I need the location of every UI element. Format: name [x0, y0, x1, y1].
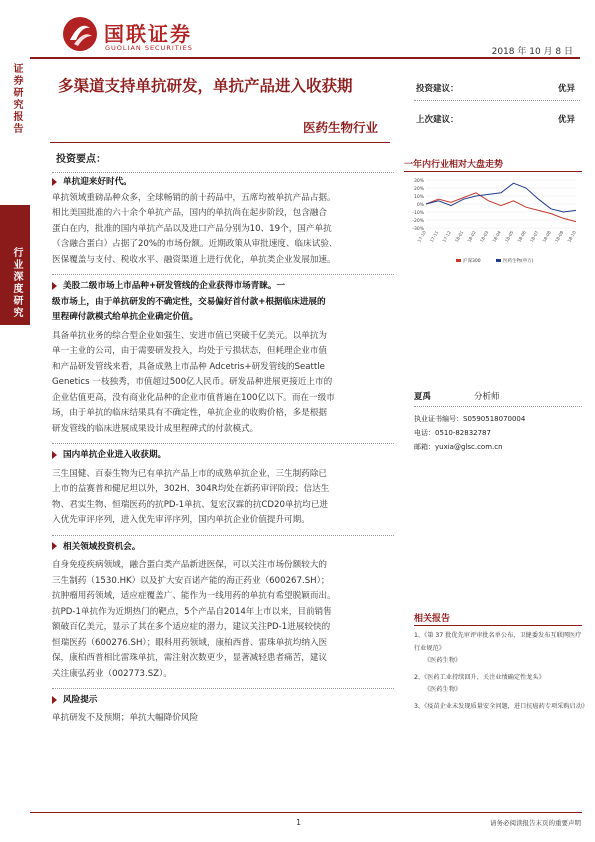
chart-title: 一年内行业相对大盘走势 — [404, 160, 504, 170]
y-tick-label: 0% — [416, 203, 424, 208]
x-tick-label: 18-03 — [478, 230, 490, 244]
analyst-rule — [414, 406, 582, 407]
key-points-heading: 投资要点： — [56, 154, 106, 165]
section-body: 三生国健、百泰生物为已有单抗产品上市的成熟单抗企业，三生制药除已 上市的益赛普和健尼坦以外，302H、304R均处在新药审评阶段；信达生 物、君实生物、恒瑞医药的抗PD-1单抗、复宏汉霖的抗CD20单抗均已进 入优先审评序列，进入优先审评序列，国内单抗企业价值提升可期。 — [52, 468, 330, 525]
side-band-top-text: 证券研究报告 — [11, 63, 22, 135]
section-heading: 相关领域投资机会。 — [52, 540, 394, 556]
y-tick-label: 30% — [413, 179, 424, 184]
header-rule — [30, 57, 580, 59]
rating-divider — [414, 100, 580, 101]
x-tick-label: 18-04 — [491, 230, 502, 244]
legend-swatch — [496, 259, 501, 262]
section-body: 单抗研发不及预期；单抗大幅降价风险 — [52, 712, 199, 723]
chart-title-rule — [404, 171, 582, 172]
phone-label: 电话： — [414, 429, 435, 437]
report-date: 2018 年 10 月 8 日 — [491, 47, 573, 57]
cert-label: 执业证书编号： — [414, 415, 463, 423]
prev-value: 优异 — [558, 115, 576, 125]
x-tick-label: 18-02 — [466, 230, 477, 244]
y-tick-label: -20% — [412, 219, 424, 224]
legend-label: 沪深300 — [463, 259, 481, 264]
bullet-arrow-icon — [52, 451, 57, 459]
related-item[interactable]: 1、《第 37 批优先审评审批名单公布，卫健委发布互联网医疗行业规范》 — [414, 632, 582, 652]
y-tick-label: 10% — [413, 195, 424, 200]
logo-cn: 国联证券 — [104, 22, 192, 46]
bullet-arrow-icon — [52, 542, 57, 550]
side-band-top — [0, 55, 30, 205]
x-tick-label: 17-11 — [428, 230, 440, 244]
logo-mark-icon — [60, 14, 100, 54]
main-content — [52, 150, 394, 726]
legend-label: 医药生物(申万) — [503, 259, 534, 264]
x-tick-label: 17-12 — [441, 230, 452, 244]
section-body: 具备单抗业务的综合型企业如强生、安进市值已突破千亿美元。以单抗为 单一主业的公司，由于需要研发投入，均处于亏损状态，但耗理企业市值 和产品研发管线来看，具备成熟上市品种 Adcetris+研发管线的Seattle Genetics 一枝独秀，市值超过500亿人民币。研发品种进展更接近上市的 企业估值更高，没有商业化品种的企业市值普遍在100亿以下。而在一级市 场，由于单抗的临床结果具有不确定性，单抗企业的收购价格，多是根据 研发管线的临床进展成果设计成里程碑式的付款模式。 — [52, 330, 335, 434]
x-tick-label: 17-10 — [416, 230, 427, 244]
phone-value: 0510-82832787 — [435, 429, 491, 437]
x-tick-label: 18-06 — [516, 230, 527, 244]
section-heading: 美股二级市场上市品种+研发管线的企业获得市场青睐。一 级市场上，由于单抗研发的不确定性，交易偏好首付款+根据临床进展的 里程碑付款模式给单抗企业确定价值。 — [52, 281, 326, 322]
analyst-name: 夏禹 — [414, 392, 432, 402]
x-tick-label: 18-09 — [553, 230, 565, 244]
bullet-arrow-icon — [52, 178, 57, 186]
email-value[interactable]: yuxia@glsc.com.cn — [435, 443, 503, 451]
analyst-block — [414, 390, 584, 454]
bullet-arrow-icon — [52, 282, 57, 290]
related-heading: 相关报告 — [414, 614, 451, 624]
y-tick-label: 20% — [413, 187, 424, 192]
section-heading: 风险提示 — [52, 693, 394, 709]
logo-en: GUOLIAN SECURITIES — [105, 44, 193, 52]
x-tick-label: 18-08 — [541, 230, 552, 244]
email-label: 邮箱： — [414, 443, 435, 451]
related-item: 《医药生物》 — [424, 686, 462, 693]
logo — [60, 14, 220, 56]
page-title: 多渠道支持单抗研发，单抗产品进入收获期 — [58, 77, 353, 95]
prev-label: 上次建议： — [416, 115, 459, 125]
section-body: 单抗领域重磅品种众多，全球畅销的前十药品中，五席均被单抗产品占据。 相比美国批准的六十余个单抗产品，国内的单抗尚在起步阶段，包含融合 蛋白在内，批准的国内单抗产品以及进口产品分别为10、19个，国产单抗 （含融合蛋白）占据了20%的市场份额。近期政策从审批速度、临床试验、 医保覆盖与支付、税收水平、融资渠道上进行优化，单抗类企业发展加速。 — [52, 192, 338, 265]
related-item[interactable]: 2、《医药工业持续回升，关注业绩确定性龙头》 — [414, 673, 545, 681]
section-body: 自身免疫疾病领域，融合蛋白类产品新进医保，可以关注市场份额较大的 三生制药（1530.HK）以及扩大安百诺产能的海正药业（600267.SH）； 抗肿瘤用药领域，适应症覆盖广、能作为一线用药的单抗有希望脱颖而出。 抗PD-1单抗作为近期热门的靶点，5个产品自2014年上市以来，目前销售 额破百亿美元，显示了其在多个适应症的潜力，建议关注PD-1进展较快的 恒瑞医药（600276.SH）；眼科用药领域，康柏西普、雷珠单抗均纳入医 保，康柏西普相比雷珠单抗，需注射次数更少，显著减轻患者痛苦，建议 关注康弘药业（002773.SZ）。 — [52, 560, 336, 679]
footer-rule — [30, 812, 582, 813]
title-rule — [50, 142, 390, 143]
section-heading: 单抗迎来好时代。 — [52, 175, 394, 191]
related-item: 《医药生物》 — [424, 657, 462, 664]
y-tick-label: -10% — [412, 211, 424, 216]
series-line-1 — [426, 183, 576, 212]
invest-label: 投资建议： — [416, 84, 459, 94]
related-rule — [414, 625, 582, 626]
invest-value: 优异 — [558, 84, 576, 94]
bullet-arrow-icon — [52, 696, 57, 704]
side-band-bottom-text: 行业深度研究 — [11, 247, 22, 319]
series-line-0 — [426, 193, 576, 222]
related-item[interactable]: 3、《疫苗企业未发现质量安全问题，进口抗癌药专项采购启动》 — [414, 702, 589, 710]
y-tick-label: -30% — [412, 227, 424, 232]
x-tick-label: 18-01 — [453, 230, 465, 244]
analyst-title: 分析师 — [474, 392, 500, 402]
related-list — [414, 630, 589, 713]
relative-performance-chart — [404, 176, 582, 268]
page-number: 1 — [296, 818, 302, 827]
section-heading: 国内单抗企业进入收获期。 — [52, 448, 394, 464]
side-band-bottom — [0, 205, 30, 325]
x-tick-label: 18-05 — [503, 230, 515, 244]
section-divider — [52, 172, 394, 173]
x-tick-label: 18-10 — [566, 230, 577, 244]
cert-value: S0590518070004 — [463, 415, 526, 423]
x-tick-label: 18-07 — [528, 230, 540, 244]
footer-disclaimer: 请务必阅读报告末页的重要声明 — [490, 819, 581, 827]
industry-name: 医药生物行业 — [303, 120, 379, 135]
legend-swatch — [456, 259, 461, 262]
